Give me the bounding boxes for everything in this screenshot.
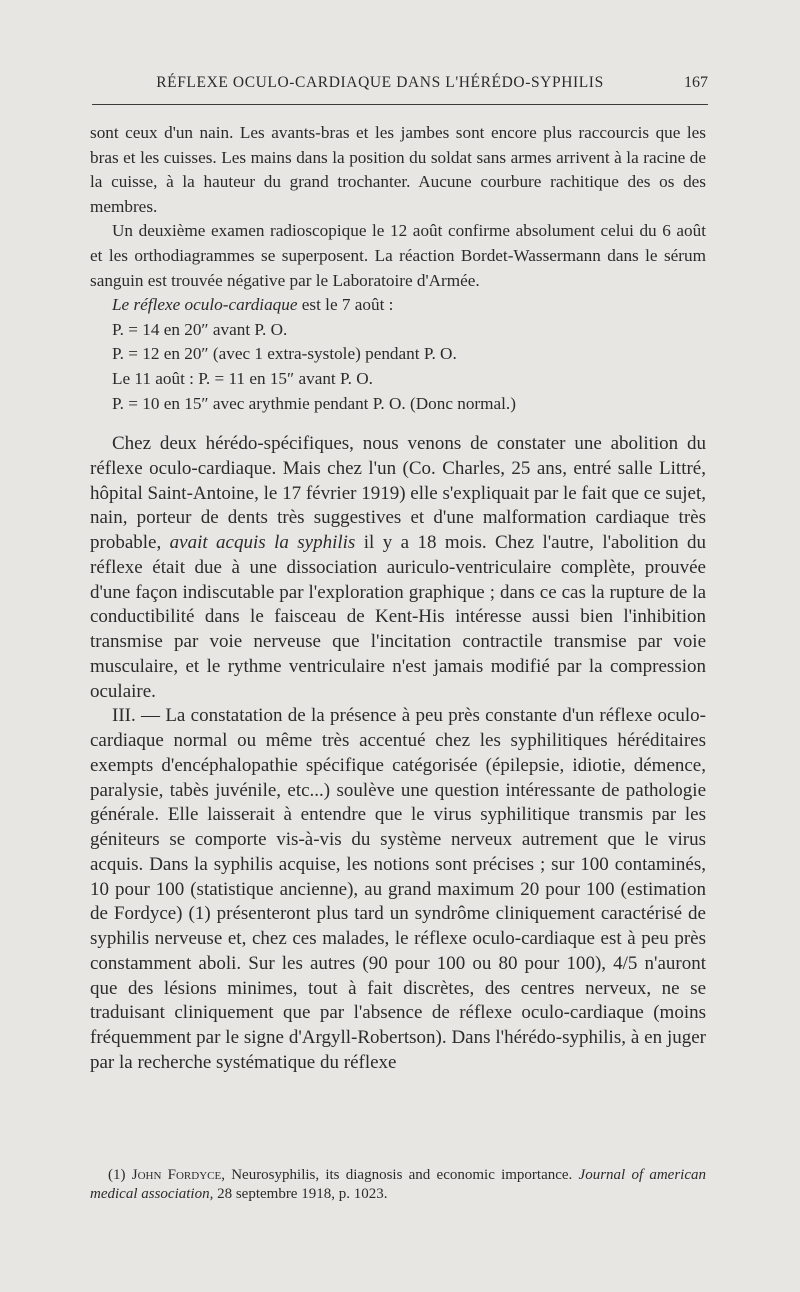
- running-header: [92, 74, 708, 98]
- running-title: RÉFLEXE OCULO-CARDIAQUE DANS L'HÉRÉDO-SYPHILIS: [156, 74, 604, 91]
- measurement-line: P. = 12 en 20″ (avec 1 extra-systole) pendant P. O.: [112, 344, 457, 364]
- reflex-term: Le réflexe oculo-cardiaque: [112, 295, 298, 315]
- paragraph-reflex-intro: Le réflexe oculo-cardiaque est le 7 août :: [112, 295, 394, 315]
- footnote-journal: Journal of american medical association,: [90, 1167, 706, 1202]
- measurement-line: P. = 10 en 15″ avec arythmie pendant P. O. (Donc normal.): [112, 393, 516, 413]
- paragraph-abolition: Chez deux hérédo-spécifiques, nous venons de constater une abolition du réflexe oculo-cardiaque. Mais chez l'un (Co. Charles, 25 ans, entré salle Littré, hôpital Saint-Antoine, le 17 février 1919) elle s'expliquait par le fait que ce sujet, nain, porteur de dents très suggestives et d'une malformation cardiaque très probable, avait acquis la syphilis il y a 18 mois. Chez l'autre, l'abolition du réflexe était due à une dissociation auriculo-ventriculaire complète, prouvée d'une façon indiscutable par l'exploration graphique ; dans ce cas la rupture de la conductibilité dans le faisceau de Kent-His intéresse aussi bien l'inhibition transmise par voie nerveuse que l'incitation contractile transmise par voie musculaire, et le rythme ventriculaire n'est jamais modifié par la compression oculaire.: [90, 433, 706, 702]
- page-number: 167: [684, 74, 708, 91]
- measurement-line: Le 11 août : P. = 11 en 15″ avant P. O.: [112, 368, 373, 388]
- header-rule: [92, 104, 708, 105]
- case-report-block: [90, 121, 706, 416]
- footnote: (1) John Fordyce, Neurosyphilis, its diagnosis and economic importance. Journal of american medical association, 28 septembre 1918, p. 1023.: [90, 1167, 706, 1202]
- emphasis-acquired-syphilis: avait acquis la syphilis: [169, 532, 356, 553]
- paragraph-anatomy: sont ceux d'un nain. Les avants-bras et les jambes sont encore plus raccourcis que les bras et les cuisses. Les mains dans la position du soldat sans armes arrivent à la racine de la cuisse, à la hauteur du grand trochanter. Aucune courbure rachitique des os des membres.: [90, 123, 706, 216]
- paragraph-section-iii: III. — La constatation de la présence à peu près constante d'un réflexe oculo-cardiaque normal ou même très accentué chez les syphilitiques héréditaires exempts d'encéphalopathie spécifique catégorisée (épilepsie, idiotie, démence, paralysie, tabès juvénile, etc...) soulève une question intéressante de pathologie générale. Elle laisserait à entendre que le virus syphilitique transmis par les géniteurs se comporte vis-à-vis du système nerveux autrement que le virus acquis. Dans la syphilis acquise, les notions sont précises ; sur 100 contaminés, 10 pour 100 (statistique ancienne), au grand maximum 20 pour 100 (estimation de Fordyce) (1) présenteront plus tard un syndrôme cliniquement caractérisé de syphilis nerveuse et, chez ces malades, le réflexe oculo-cardiaque est à peu près constamment aboli. Sur les autres (90 pour 100 ou 80 pour 100), 4/5 n'auront que des lésions minimes, tout à fait discrètes, des centres nerveux, ne se traduisant cliniquement que par l'absence de réflexe oculo-cardiaque (moins fréquemment par le signe d'Argyll-Robertson). Dans l'hérédo-syphilis, à en juger par la recherche systématique du réflexe: [90, 705, 706, 1073]
- footnote-author: John Fordyce: [131, 1167, 222, 1183]
- main-text-block: [90, 432, 706, 1076]
- measurement-line: P. = 14 en 20″ avant P. O.: [112, 319, 288, 339]
- paragraph-radioscopy: Un deuxième examen radioscopique le 12 août confirme absolument celui du 6 août et les orthodiagrammes se superposent. La réaction Bordet-Wassermann dans le sérum sanguin est trouvée négative par le Laboratoire d'Armée.: [90, 221, 706, 290]
